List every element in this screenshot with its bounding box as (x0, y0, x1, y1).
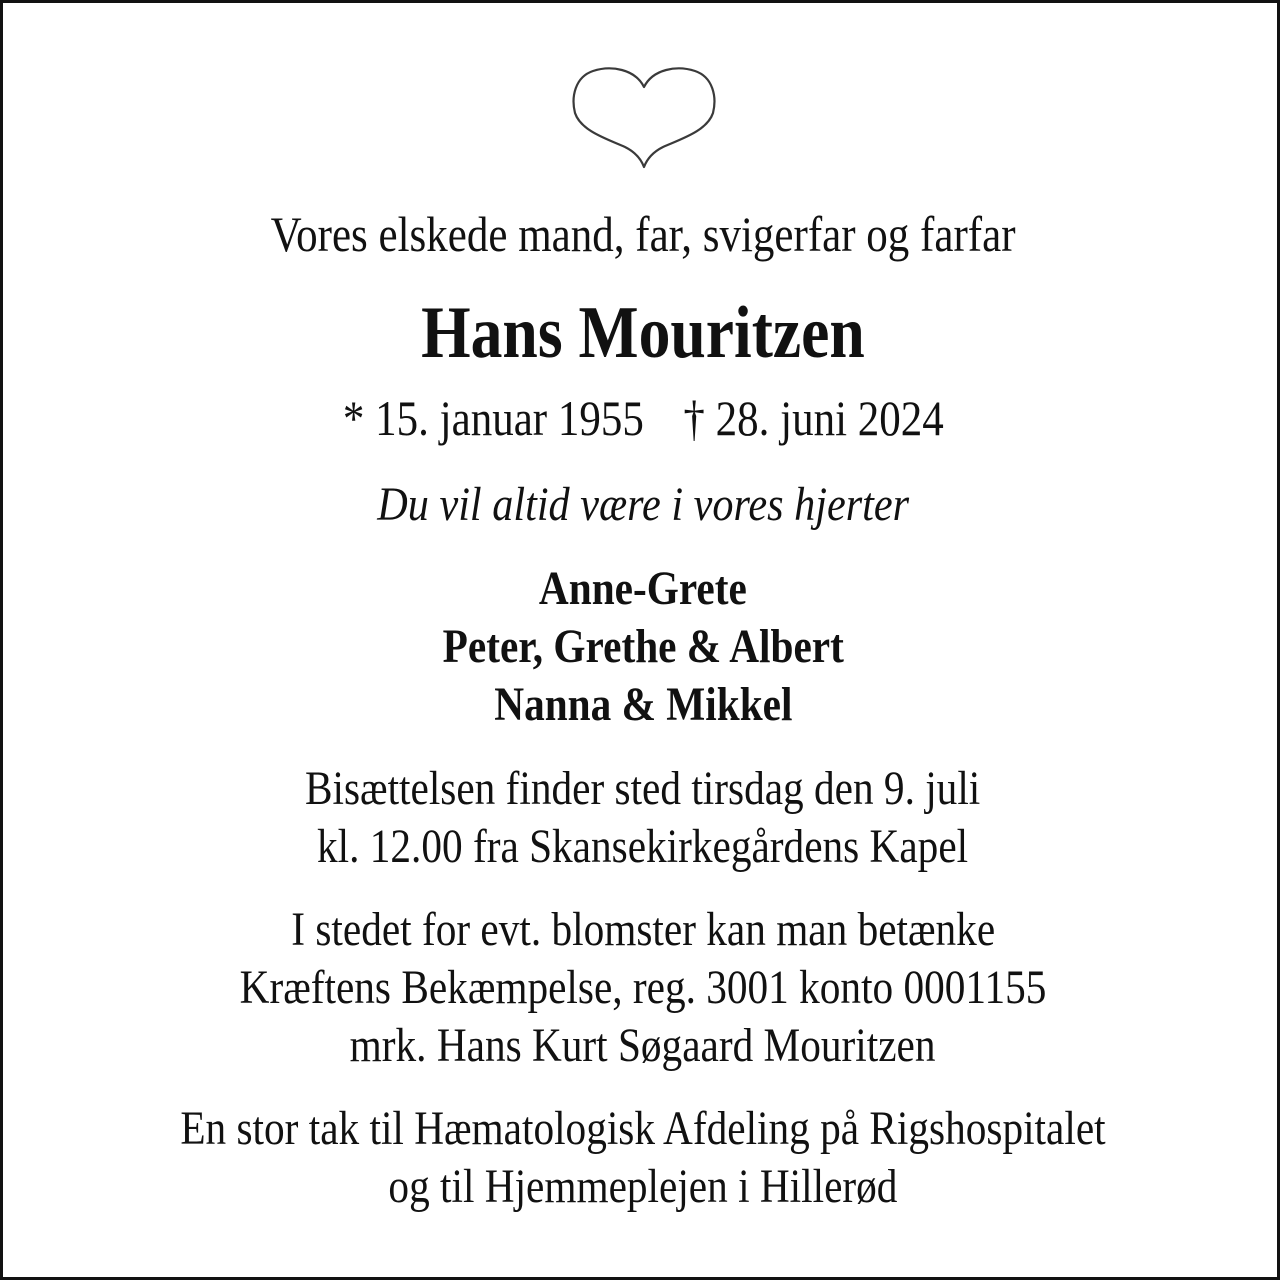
intro-line (3, 206, 1280, 262)
dates-row (342, 390, 944, 446)
thanks-text: og til Hjemmeplejen i Hillerød (388, 1160, 898, 1213)
thanks-text: En stor tak til Hæmatologisk Afdeling på Rigshospitalet (180, 1102, 1106, 1155)
memorial-gift-line (3, 961, 1280, 1014)
funeral-text: kl. 12.00 fra Skansekirkegårdens Kapel (317, 820, 969, 873)
born-symbol: * (342, 390, 365, 446)
family-line (3, 620, 1280, 673)
family-name: Peter, Grethe & Albert (442, 620, 844, 673)
deceased-name (3, 292, 1280, 374)
memorial-text: I stedet for evt. blomster kan man betænke (291, 903, 995, 956)
memorial-gift-line (3, 903, 1280, 956)
family-line (3, 678, 1280, 731)
thanks-line (3, 1102, 1280, 1155)
family-name: Anne-Grete (539, 562, 747, 615)
family-line (3, 562, 1280, 615)
funeral-text: Bisættelsen finder sted tirsdag den 9. juli (305, 762, 981, 815)
name-text: Hans Mouritzen (421, 292, 865, 374)
motto-line (3, 478, 1280, 531)
cross-icon: † (683, 390, 705, 446)
thanks-line (3, 1160, 1280, 1213)
family-name: Nanna & Mikkel (493, 678, 793, 731)
heart-outline-icon (571, 67, 717, 171)
motto-text: Du vil altid være i vores hjerter (377, 478, 909, 531)
memorial-gift-line (3, 1019, 1280, 1072)
memorial-text: mrk. Hans Kurt Søgaard Mouritzen (350, 1019, 936, 1072)
intro-text: Vores elskede mand, far, svigerfar og farfar (270, 206, 1016, 262)
memorial-text: Kræftens Bekæmpelse, reg. 3001 konto 0001155 (239, 961, 1047, 1014)
life-dates (3, 390, 1280, 446)
funeral-line (3, 820, 1280, 873)
funeral-line (3, 762, 1280, 815)
died-date: 28. juni 2024 (715, 390, 944, 446)
born-date: 15. januar 1955 (374, 390, 644, 446)
